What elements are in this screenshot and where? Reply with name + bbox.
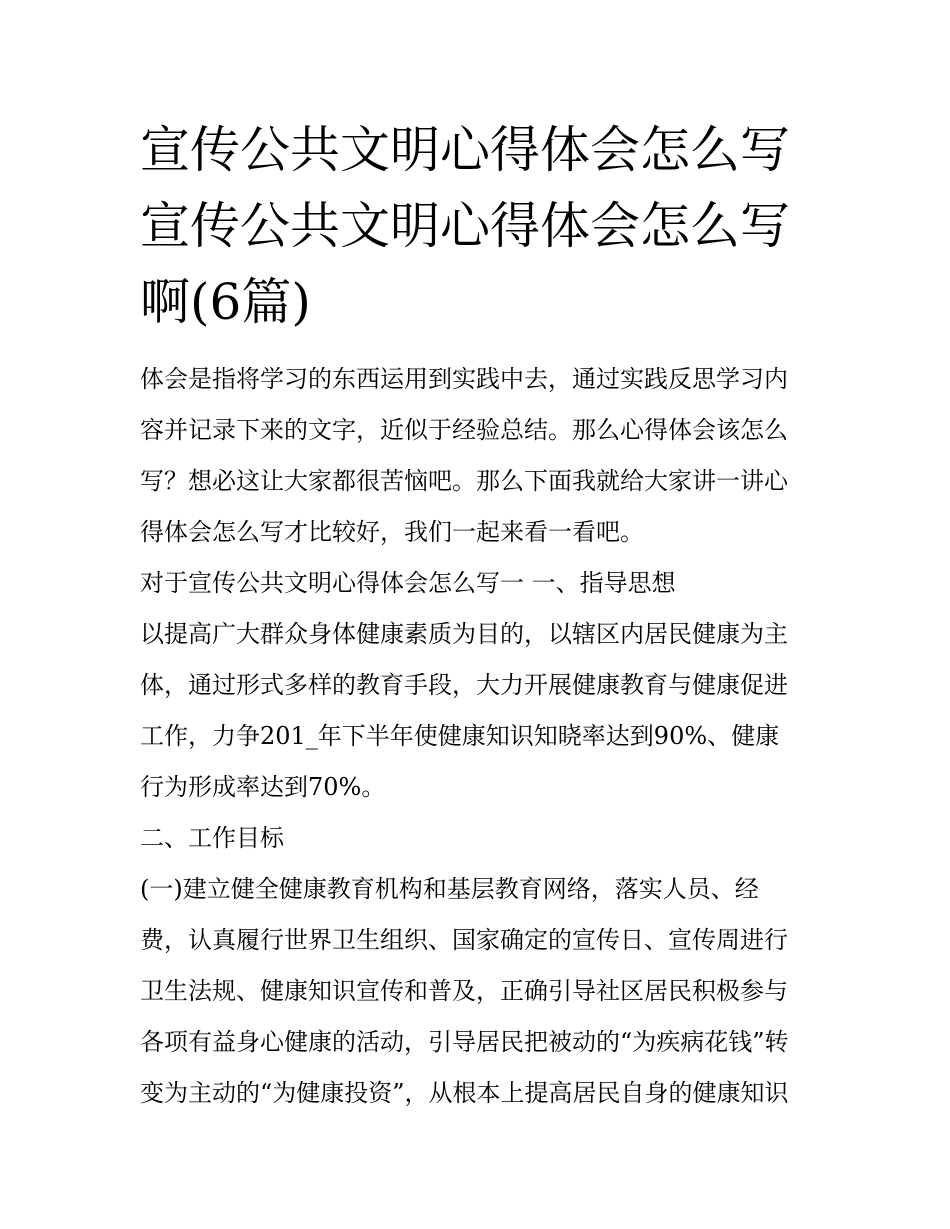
guiding-paragraph [140, 609, 820, 813]
intro-paragraph [140, 354, 820, 558]
text-line: 容并记录下来的文字，近似于经验总结。那么心得体会该怎么 [140, 416, 788, 444]
text-line: 卫生法规、健康知识宣传和普及，正确引导社区居民积极参与 [140, 977, 788, 1005]
text-line: 费，认真履行世界卫生组织、国家确定的宣传日、宣传周进行 [140, 926, 788, 954]
title-line: 宣传公共文明心得体会怎么写 [140, 121, 790, 179]
document-title [140, 112, 820, 340]
text-line: 变为主动的“为健康投资”，从根本上提高居民自身的健康知识 [140, 1079, 789, 1107]
text-line: 以提高广大群众身体健康素质为目的，以辖区内居民健康为主 [140, 620, 788, 648]
section-heading [140, 558, 820, 609]
text-line: 各项有益身心健康的活动，引导居民把被动的“为疾病花钱”转 [140, 1028, 789, 1056]
text-line: (一)建立健全健康教育机构和基层教育网络，落实人员、经 [140, 875, 759, 903]
goal-paragraph [140, 864, 820, 1119]
text-line: 工作，力争201_年下半年使健康知识知晓率达到90%、健康 [140, 722, 780, 750]
text-line: 写？想必这让大家都很苦恼吧。那么下面我就给大家讲一讲心 [140, 467, 788, 495]
title-line: 啊(6篇) [140, 273, 311, 331]
text-line: 体会是指将学习的东西运用到实践中去，通过实践反思学习内 [140, 365, 788, 393]
text-line: 得体会怎么写才比较好，我们一起来看一看吧。 [140, 518, 644, 546]
title-line: 宣传公共文明心得体会怎么写 [140, 197, 790, 255]
text-line: 二、工作目标 [140, 824, 284, 852]
goal-heading [140, 813, 820, 864]
text-line: 体，通过形式多样的教育手段，大力开展健康教育与健康促进 [140, 671, 788, 699]
text-line: 行为形成率达到70%。 [140, 773, 386, 801]
text-line: 对于宣传公共文明心得体会怎么写一 一、指导思想 [140, 569, 676, 597]
